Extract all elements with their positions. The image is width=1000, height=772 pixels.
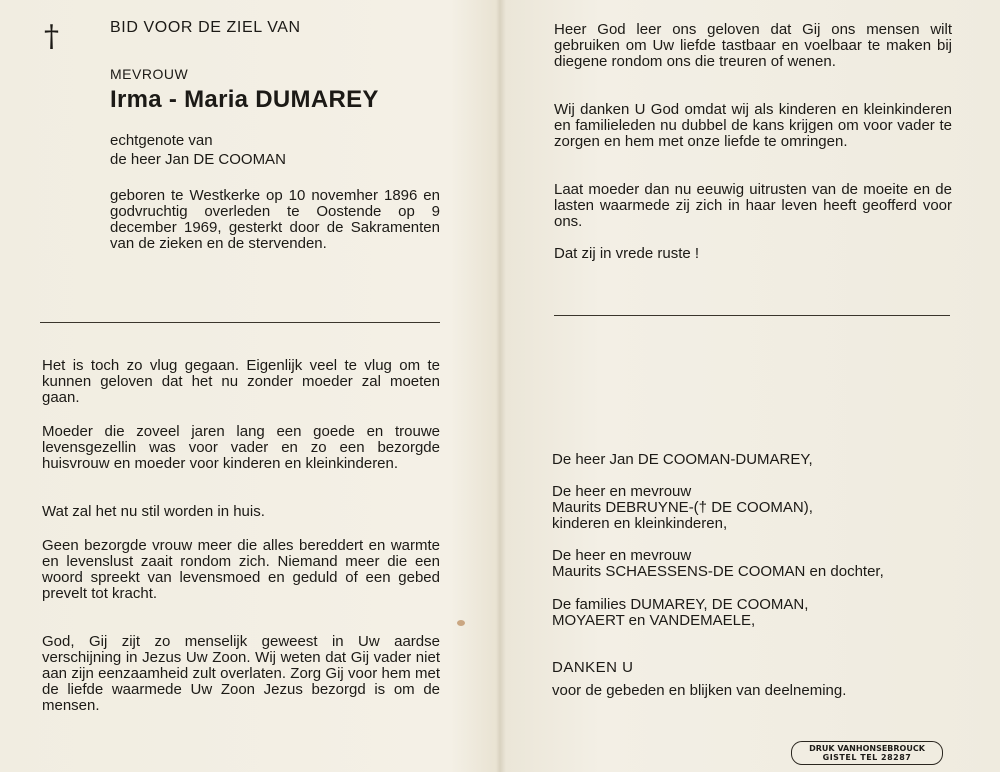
prayer-paragraph: Wat zal het nu stil worden in huis.	[42, 503, 265, 520]
right-page	[502, 0, 1000, 772]
prayer-paragraph: Geen bezorgde vrouw meer die alles bereddert en warmte en levenslust zaait rondom zich. Niemand meer die een woord spreekt van levensmoed en geduld of een gebed prevelt tot kracht.	[42, 537, 440, 602]
card-heading: BID VOOR DE ZIEL VAN	[110, 19, 301, 36]
thanks-heading: DANKEN U	[552, 659, 634, 676]
thanks-line: voor de gebeden en blijken van deelneming.	[552, 682, 847, 699]
prayer-paragraph: Laat moeder dan nu eeuwig uitrusten van de moeite en de lasten waarmede zij zich in haar leven heeft geofferd voor ons.	[554, 181, 952, 230]
family-line: Maurits SCHAESSENS-DE COOMAN en dochter,	[552, 563, 884, 580]
family-line: Maurits DEBRUYNE-(† DE COOMAN),	[552, 499, 813, 516]
printer-location: GISTEL TEL 28287	[822, 753, 912, 762]
printer-stamp	[791, 741, 943, 765]
prayer-paragraph: God, Gij zijt zo menselijk geweest in Uw aardse verschijning in Jezus Uw Zoon. Wij weten dat Gij vader niet aan zijn eenzaamheid zult overlaten. Zorg Gij voor hem met de liefde waarmede Uw Zoon Jezus bezorgd is om de mensen.	[42, 633, 440, 714]
family-line: kinderen en kleinkinderen,	[552, 515, 728, 532]
spouse-label: echtgenote van	[110, 132, 213, 149]
printer-name: DRUK VANHONSEBROUCK	[809, 744, 925, 753]
prayer-paragraph: Heer God leer ons geloven dat Gij ons mensen wilt gebruiken om Uw liefde tastbaar en voelbaar te maken bij diegene rondom ons die treuren of wenen.	[554, 21, 952, 70]
family-line: De heer en mevrouw	[552, 483, 692, 500]
divider-line	[554, 315, 950, 316]
prayer-paragraph: Wij danken U God omdat wij als kinderen en kleinkinderen en familieleden nu dubbel de kans krijgen om voor vader te zorgen en hem met onze liefde te omringen.	[554, 101, 952, 150]
family-line: De heer en mevrouw	[552, 547, 692, 564]
prayer-paragraph: Het is toch zo vlug gegaan. Eigenlijk veel te vlug om te kunnen geloven dat het nu zonder moeder zal moeten gaan.	[42, 357, 440, 406]
spouse-name: de heer Jan DE COOMAN	[110, 151, 286, 168]
deceased-name: Irma - Maria DUMAREY	[110, 86, 379, 113]
biography-text: geboren te Westkerke op 10 novemher 1896 en godvruchtig overleden te Oostende op 9 december 1969, gesterkt door de Sakramenten van de zieken en de stervenden.	[110, 187, 440, 252]
cross-icon: †	[44, 19, 59, 54]
family-line: De heer Jan DE COOMAN-DUMAREY,	[552, 451, 813, 468]
closing-blessing: Dat zij in vrede ruste !	[554, 245, 700, 262]
honorific: MEVROUW	[110, 66, 189, 82]
prayer-paragraph: Moeder die zoveel jaren lang een goede en trouwe levensgezellin was voor vader en zo een bezorgde huisvrouw en moeder voor kinderen en kleinkinderen.	[42, 423, 440, 472]
left-page	[0, 0, 498, 772]
family-line: De families DUMAREY, DE COOMAN,	[552, 596, 809, 613]
family-line: MOYAERT en VANDEMAELE,	[552, 612, 756, 629]
paper-stain	[457, 620, 465, 626]
divider-line	[40, 322, 440, 323]
